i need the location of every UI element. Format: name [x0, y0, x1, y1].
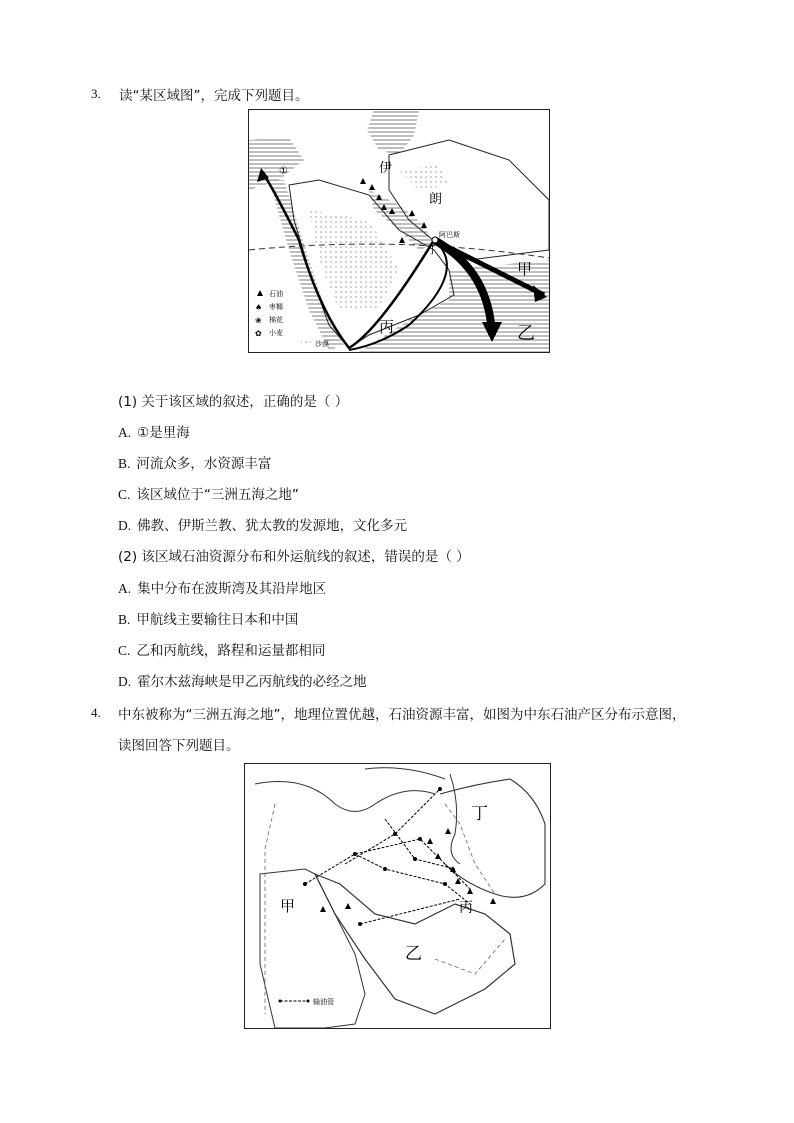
option-label: B.: [118, 612, 131, 627]
label-jia: 甲: [517, 260, 533, 278]
option-label: D.: [118, 518, 132, 533]
label-bing: 丙: [459, 900, 473, 916]
question-4-stem-line2: 读图回答下列题目。: [118, 738, 240, 754]
question-4-stem-line1: 中东被称为“三洲五海之地”，地理位置优越，石油资源丰富，如图为中东石油产区分布示意图，: [118, 707, 686, 723]
sub1-option-d[interactable]: [118, 514, 407, 534]
legend-cotton: 棉花: [269, 316, 283, 324]
option-label: D.: [118, 674, 132, 689]
sub2-prompt: (2) 该区域石油资源分布和外运航线的叙述，错误的是（ ）: [118, 549, 470, 565]
pipeline-legend: [279, 997, 335, 1006]
option-text: 佛教、伊斯兰教、犹太教的发源地，文化多元: [137, 518, 408, 534]
label-jia: 甲: [280, 897, 296, 915]
coast-mediterranean: [255, 782, 435, 812]
border-dash-2: [435, 939, 505, 974]
label-ding: 丁: [471, 804, 488, 824]
label-circle1: ①: [279, 166, 288, 177]
sub2-option-d[interactable]: [118, 670, 367, 690]
legend-date-icon: ♠: [255, 303, 263, 312]
label-bing: 丙: [379, 318, 395, 336]
legend-cotton-icon: ❀: [255, 316, 262, 325]
question-4-number: 4.: [91, 705, 101, 720]
label-ding: 丁: [427, 243, 438, 256]
legend-oil: 石油: [269, 290, 283, 298]
option-text: 霍尔木兹海峡是甲乙丙航线的必经之地: [137, 674, 367, 690]
sub1-option-a[interactable]: [118, 421, 190, 441]
region-map-figure: [248, 109, 550, 353]
sub1-option-b[interactable]: [118, 452, 271, 472]
option-label: A.: [118, 425, 132, 440]
option-text: 该区域位于“三洲五海之地”: [136, 487, 299, 503]
question-3-number: 3.: [91, 86, 101, 101]
sub2-option-c[interactable]: [118, 639, 325, 659]
option-label: A.: [118, 581, 132, 596]
legend-wheat-icon: ✿: [255, 329, 262, 338]
sub1-prompt: (1) 关于该区域的叙述，正确的是（ ）: [118, 394, 349, 410]
label-city: 阿巴斯: [439, 231, 460, 239]
option-text: 集中分布在波斯湾及其沿岸地区: [137, 581, 327, 597]
option-text: 河流众多，水资源丰富: [136, 456, 272, 472]
oil-region-map-figure: [244, 763, 551, 1029]
sub2-option-a[interactable]: [118, 577, 326, 597]
option-label: C.: [118, 643, 131, 658]
question-3-stem: 读“某区域图”，完成下列题目。: [119, 88, 309, 104]
option-text: 乙和丙航线，路程和运量都相同: [136, 643, 326, 659]
border-dash-1: [265, 804, 275, 1014]
sub1-option-c[interactable]: [118, 483, 299, 503]
label-yi-iran: 伊: [379, 161, 393, 176]
pipeline-nodes: [303, 787, 447, 926]
legend-pipeline: 输油管: [313, 998, 334, 1006]
legend-date: 枣椰: [269, 303, 283, 311]
region-map: [249, 110, 549, 352]
label-yi2: 乙: [517, 323, 535, 344]
sub2-option-b[interactable]: [118, 608, 298, 628]
oil-region-map: [245, 764, 550, 1028]
option-text: ①是里海: [137, 425, 190, 441]
option-label: C.: [118, 487, 131, 502]
label-yi: 乙: [405, 944, 422, 964]
option-text: 甲航线主要输往日本和中国: [136, 612, 299, 628]
desert-area: [309, 210, 399, 310]
legend-wheat: 小麦: [269, 329, 283, 337]
sea-north: [367, 110, 419, 155]
label-lang: 朗: [429, 192, 443, 207]
iran-desert: [399, 165, 449, 190]
legend-desert: 沙漠: [315, 340, 329, 348]
option-label: B.: [118, 456, 131, 471]
